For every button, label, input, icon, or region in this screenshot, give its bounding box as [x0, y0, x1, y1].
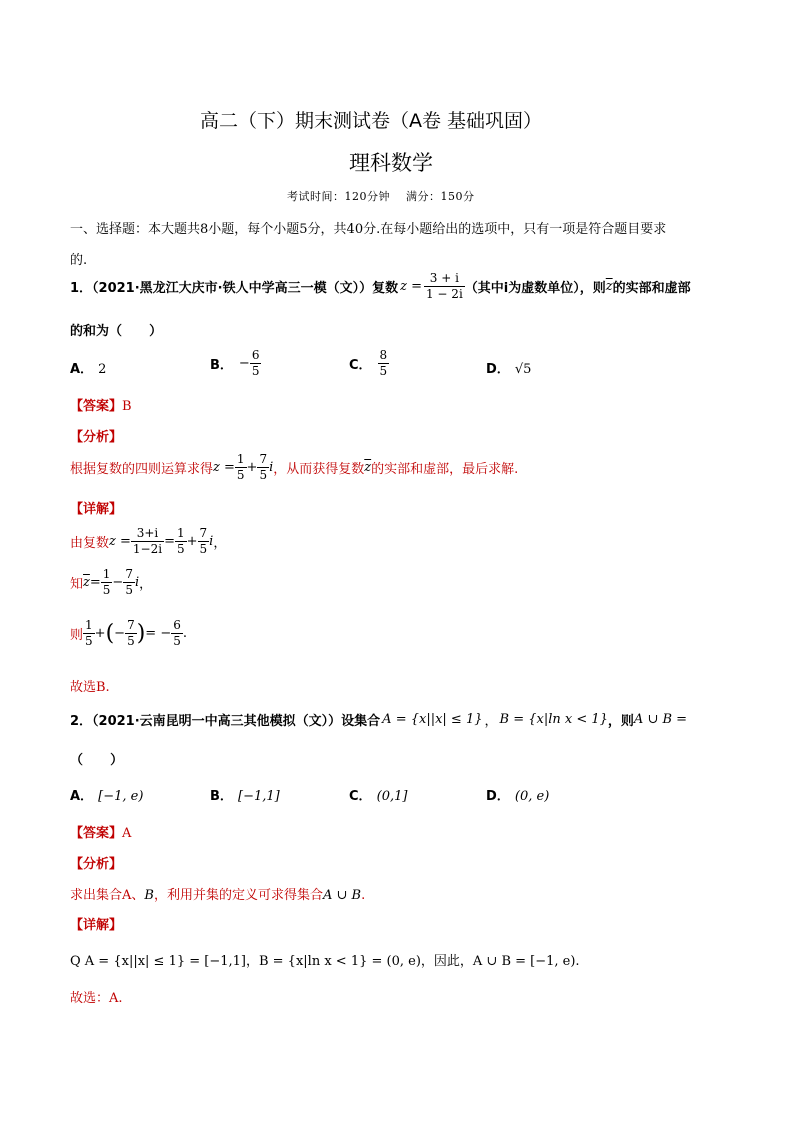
q1-detail-tag: 【详解】: [70, 502, 123, 517]
q2-option-a[interactable]: [70, 785, 143, 804]
q1-detail-line-1: 由复数 z = $\frac{3+i}{1-2i}$ = $\frac{1}{5}$ + $\frac{7}{5}$ i ，: [70, 526, 227, 556]
q1-option-d[interactable]: [486, 358, 531, 377]
q1-stem-end: 的实部和虚部: [612, 281, 691, 296]
q1-analysis-zbar: $\overline{z}$: [364, 460, 372, 475]
q2-option-d-value: (0, e): [514, 789, 550, 804]
q1-analysis-frac2: $\frac{7}{5}$: [259, 452, 268, 482]
q1-answer: [70, 395, 132, 414]
q2-union: A ∪ B =: [633, 712, 688, 727]
q2-set-a: A = {x||x| ≤ 1}: [382, 712, 483, 727]
q1-fraction: [424, 271, 465, 302]
q2-option-a-label: A．: [70, 789, 94, 804]
q1-d1-prefix: 由复数: [70, 536, 110, 551]
q2-stem-end: ，则: [607, 714, 634, 729]
q1-option-a[interactable]: [70, 358, 106, 377]
q1-option-c-frac: [378, 348, 390, 379]
q1-option-a-label: A．: [70, 362, 94, 377]
page-subtitle: 理科数学: [349, 151, 433, 175]
q1-analysis-tag: 【分析】: [70, 430, 123, 445]
q2-analysis-union: A ∪ B: [322, 888, 362, 903]
q1-analysis-z: z =: [213, 460, 235, 475]
q1-answer-value: B: [122, 399, 132, 414]
q2-detail-line: Q A = {x||x| ≤ 1} = [−1,1]，B = {x|ln x < 1} = (0, e)，因此，A ∪ B = [−1, e).: [70, 954, 580, 969]
q1-option-b-den: 5: [251, 364, 260, 378]
q1-stem-suffix: （其中i为虚数单位），则: [464, 281, 606, 296]
q2-analysis-a: 求出集合A、: [70, 888, 145, 903]
question-2-stem: 2．（2021·云南昆明一中高三其他模拟（文））设集合 A = {x||x| ≤ 1} ， B = {x|ln x < 1} ，则 A ∪ B =: [70, 712, 688, 729]
q1-d2-prefix: 知: [70, 577, 84, 592]
q1-option-b-num: 6: [251, 348, 260, 362]
q1-conclusion: 故选B.: [70, 680, 110, 695]
q1-z-eq: z =: [400, 279, 422, 294]
q1-option-b[interactable]: [210, 348, 261, 379]
q2-option-b-label: B．: [210, 789, 233, 804]
q1-frac-den: 1 − 2i: [425, 287, 463, 301]
exam-meta: 考试时间：120分钟 满分：150分: [287, 190, 475, 203]
q1-analysis-text: 根据复数的四则运算求得 z = $\frac{1}{5}$ + $\frac{7}{5}$ i ，从而获得复数 $\overline{z}$ 的实部和虚部，最后求解.: [70, 452, 519, 482]
q2-option-d[interactable]: [486, 785, 549, 804]
q2-analysis-tag: 【分析】: [70, 857, 123, 872]
section-instructions-cont: 的.: [70, 253, 88, 268]
q2-answer-value: A: [122, 826, 132, 841]
q1-d3-prefix: 则: [70, 628, 84, 643]
q1-analysis-frac1: $\frac{1}{5}$: [236, 452, 245, 482]
q2-option-b[interactable]: [210, 785, 280, 804]
q1-analysis-a: 根据复数的四则运算求得: [70, 462, 214, 477]
q1-option-c[interactable]: [349, 348, 389, 379]
q2-option-b-value: [−1,1]: [238, 789, 280, 804]
q1-analysis-b: ，从而获得复数: [273, 462, 365, 477]
page-title: 高二（下）期末测试卷（A卷 基础巩固）: [200, 110, 543, 132]
q2-analysis-b: ，利用并集的定义可求得集合: [153, 888, 323, 903]
q1-option-a-value: 2: [98, 362, 107, 377]
q1-option-d-label: D．: [486, 362, 510, 377]
q1-option-c-num: 8: [379, 348, 388, 362]
question-1-stem-cont: 的和为（ ）: [70, 324, 163, 339]
q2-detail-tag: 【详解】: [70, 918, 123, 933]
q1-option-b-label: B．: [210, 358, 233, 373]
q1-analysis-c: 的实部和虚部，最后求解.: [371, 462, 519, 477]
question-1-stem: [70, 271, 691, 302]
q2-option-c-label: C．: [349, 789, 372, 804]
q2-answer: [70, 822, 131, 841]
q1-option-d-value: √5: [514, 362, 532, 377]
q2-option-c-value: (0,1]: [376, 789, 408, 804]
q2-source: 2．（2021·云南昆明一中高三其他模拟（文））设集合: [70, 714, 381, 729]
q2-answer-tag: 【答案】: [70, 826, 123, 841]
q2-conclusion: 故选：A.: [70, 991, 123, 1006]
q1-option-b-frac: [250, 348, 262, 379]
q2-set-b: B = {x|ln x < 1}: [499, 712, 608, 727]
q1-option-c-label: C．: [349, 358, 372, 373]
q1-source: 1．（2021·黑龙江大庆市·铁人中学高三一模（文））复数: [70, 281, 399, 296]
q1-zbar: $\overline{z}$: [605, 279, 613, 294]
q2-option-a-value: [−1, e): [98, 789, 144, 804]
q1-answer-tag: 【答案】: [70, 399, 123, 414]
section-instructions: 一、选择题：本大题共8小题，每个小题5分，共40分.在每小题给出的选项中，只有一项是符合题目要求: [70, 222, 667, 237]
q2-option-d-label: D．: [486, 789, 510, 804]
question-2-stem-cont: （ ）: [70, 753, 124, 768]
q1-detail-line-2: 知 $\overline{z}$ = $\frac{1}{5}$ − $\frac{7}{5}$ i ，: [70, 567, 153, 597]
q1-detail-line-3: 则 $\frac{1}{5}$ + ( − $\frac{7}{5}$ ) = − $\frac{6}{5}$ .: [70, 618, 187, 648]
q2-option-c[interactable]: [349, 785, 407, 804]
q1-option-b-sign: −: [238, 356, 250, 371]
q1-frac-num: 3 + i: [424, 271, 465, 287]
q1-option-c-den: 5: [379, 364, 388, 378]
q2-analysis-text: 求出集合A、B，利用并集的定义可求得集合A ∪ B.: [70, 888, 366, 903]
